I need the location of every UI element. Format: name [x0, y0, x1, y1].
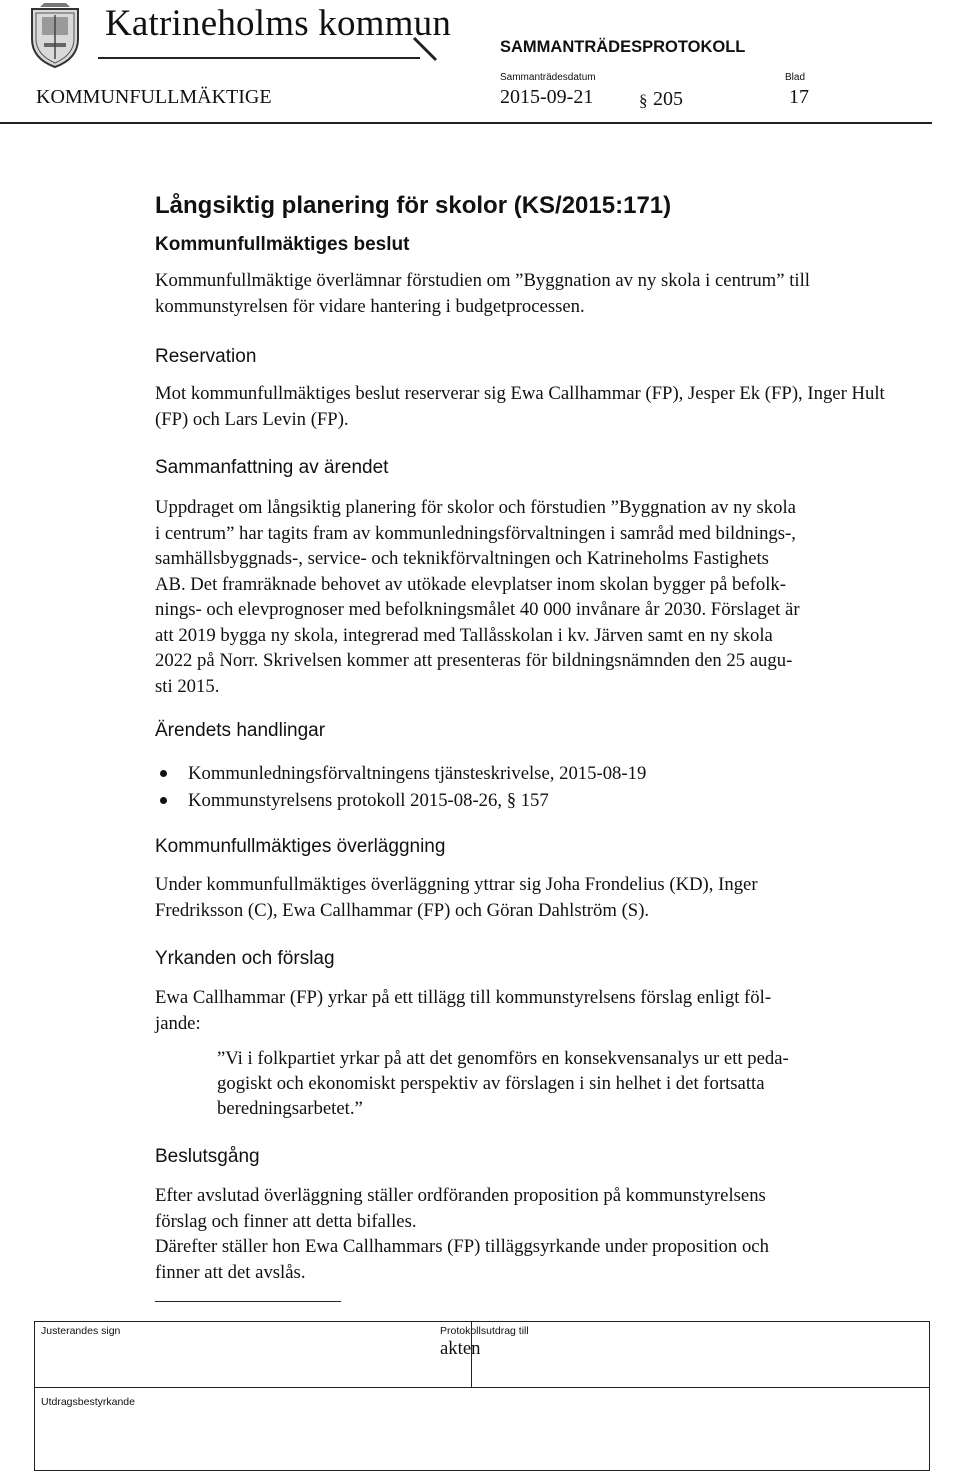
municipality-underline — [98, 57, 420, 59]
reservation-heading: Reservation — [155, 346, 257, 367]
summary-line: nings- och elevprognoser med befolkningsmålet 40 000 invånare år 2030. Förslaget är — [155, 599, 800, 620]
municipality-name: Katrineholms kommun — [105, 3, 452, 44]
decision-text: Kommunfullmäktige överlämnar förstudien om ”Byggnation av ny skola i centrum” till kommunstyrelsen för vidare hantering i budgetprocessen. — [155, 270, 810, 317]
procedure-text: Efter avslutad överläggning ställer ordföranden proposition på kommunstyrelsens förslag och finner att detta bifalles. Därefter ställer hon Ewa Callhammars (FP) tilläggsyrkande under proposition och finner att det avslås. — [155, 1185, 769, 1283]
footer-divider — [35, 1387, 929, 1388]
list-item: Kommunledningsförvaltningens tjänsteskrivelse, 2015-08-19 — [155, 760, 646, 787]
adjuster-sign-label: Justerandes sign — [41, 1325, 121, 1337]
reservation-text: Mot kommunfullmäktiges beslut reserverar sig Ewa Callhammar (FP), Jesper Ek (FP), Inger Hult (FP) och Lars Levin (FP). — [155, 383, 885, 430]
footer-table — [34, 1321, 930, 1471]
summary-line: samhällsbyggnads-, service- och teknikförvaltningen och Katrineholms Fastighets — [155, 548, 769, 569]
summary-line: att 2019 bygga ny skola, integrerad med Tallåsskolan i kv. Järven samt en ny skola — [155, 624, 773, 646]
signature-line — [155, 1301, 341, 1302]
body-name: KOMMUNFULLMÄKTIGE — [36, 86, 272, 108]
deliberation-heading: Kommunfullmäktiges överläggning — [155, 836, 446, 857]
documents-heading: Ärendets handlingar — [155, 720, 326, 741]
meeting-date-label: Sammanträdesdatum — [500, 72, 596, 83]
bullet-icon — [160, 770, 167, 777]
excerpt-to-value: akten — [440, 1338, 481, 1359]
decision-heading: Kommunfullmäktiges beslut — [155, 234, 410, 255]
sheet-number: 17 — [789, 86, 809, 108]
excerpt-to-label: Protokollsutdrag till — [440, 1325, 529, 1337]
sheet-label: Blad — [785, 72, 806, 83]
motions-heading: Yrkanden och förslag — [155, 948, 335, 969]
procedure-heading: Beslutsgång — [155, 1146, 260, 1167]
bullet-icon — [160, 797, 167, 804]
motion-quote: ”Vi i folkpartiet yrkar på att det genomförs en konsekvensanalys ur ett peda- gogiskt och ekonomiskt perspektiv av förslagen i sin helhet i det fortsatta beredningsarbetet.” — [217, 1048, 789, 1119]
deliberation-text: Under kommunfullmäktiges överläggning yttrar sig Joha Frondelius (KD), Inger Fredriksson (C), Ewa Callhammar (FP) och Göran Dahlström (S). — [155, 874, 758, 921]
paragraph-number: 205 — [653, 88, 683, 110]
documents-list — [155, 760, 646, 814]
paragraph-sign: § — [639, 91, 648, 110]
summary-heading: Sammanfattning av ärendet — [155, 457, 389, 478]
summary-line: Uppdraget om långsiktig planering för skolor och förstudien ”Byggnation av ny skola — [155, 497, 796, 518]
excerpt-certified-label: Utdragsbestyrkande — [41, 1396, 135, 1408]
summary-text — [155, 495, 935, 699]
list-item: Kommunstyrelsens protokoll 2015-08-26, § 157 — [155, 787, 646, 814]
summary-line: i centrum” har tagits fram av kommunledningsförvaltningen i samråd med bildnings-, — [155, 522, 796, 544]
header-divider — [0, 122, 932, 124]
summary-line: 2022 på Norr. Skrivelsen kommer att presenteras för bildningsnämnden den 25 augu- — [155, 650, 793, 671]
municipal-coat-of-arms-icon — [28, 3, 82, 69]
summary-line: sti 2015. — [155, 675, 220, 697]
page-title: Långsiktig planering för skolor (KS/2015:171) — [155, 192, 672, 219]
logo-stroke-icon — [412, 36, 440, 62]
meeting-date: 2015-09-21 — [500, 86, 594, 108]
summary-line: AB. Det framräknade behovet av utökade elevplatser inom skolan bygger på befolk- — [155, 573, 787, 595]
motions-text: Ewa Callhammar (FP) yrkar på ett tillägg till kommunstyrelsens förslag enligt föl- jande: — [155, 987, 772, 1034]
document-type: SAMMANTRÄDESPROTOKOLL — [500, 38, 746, 56]
